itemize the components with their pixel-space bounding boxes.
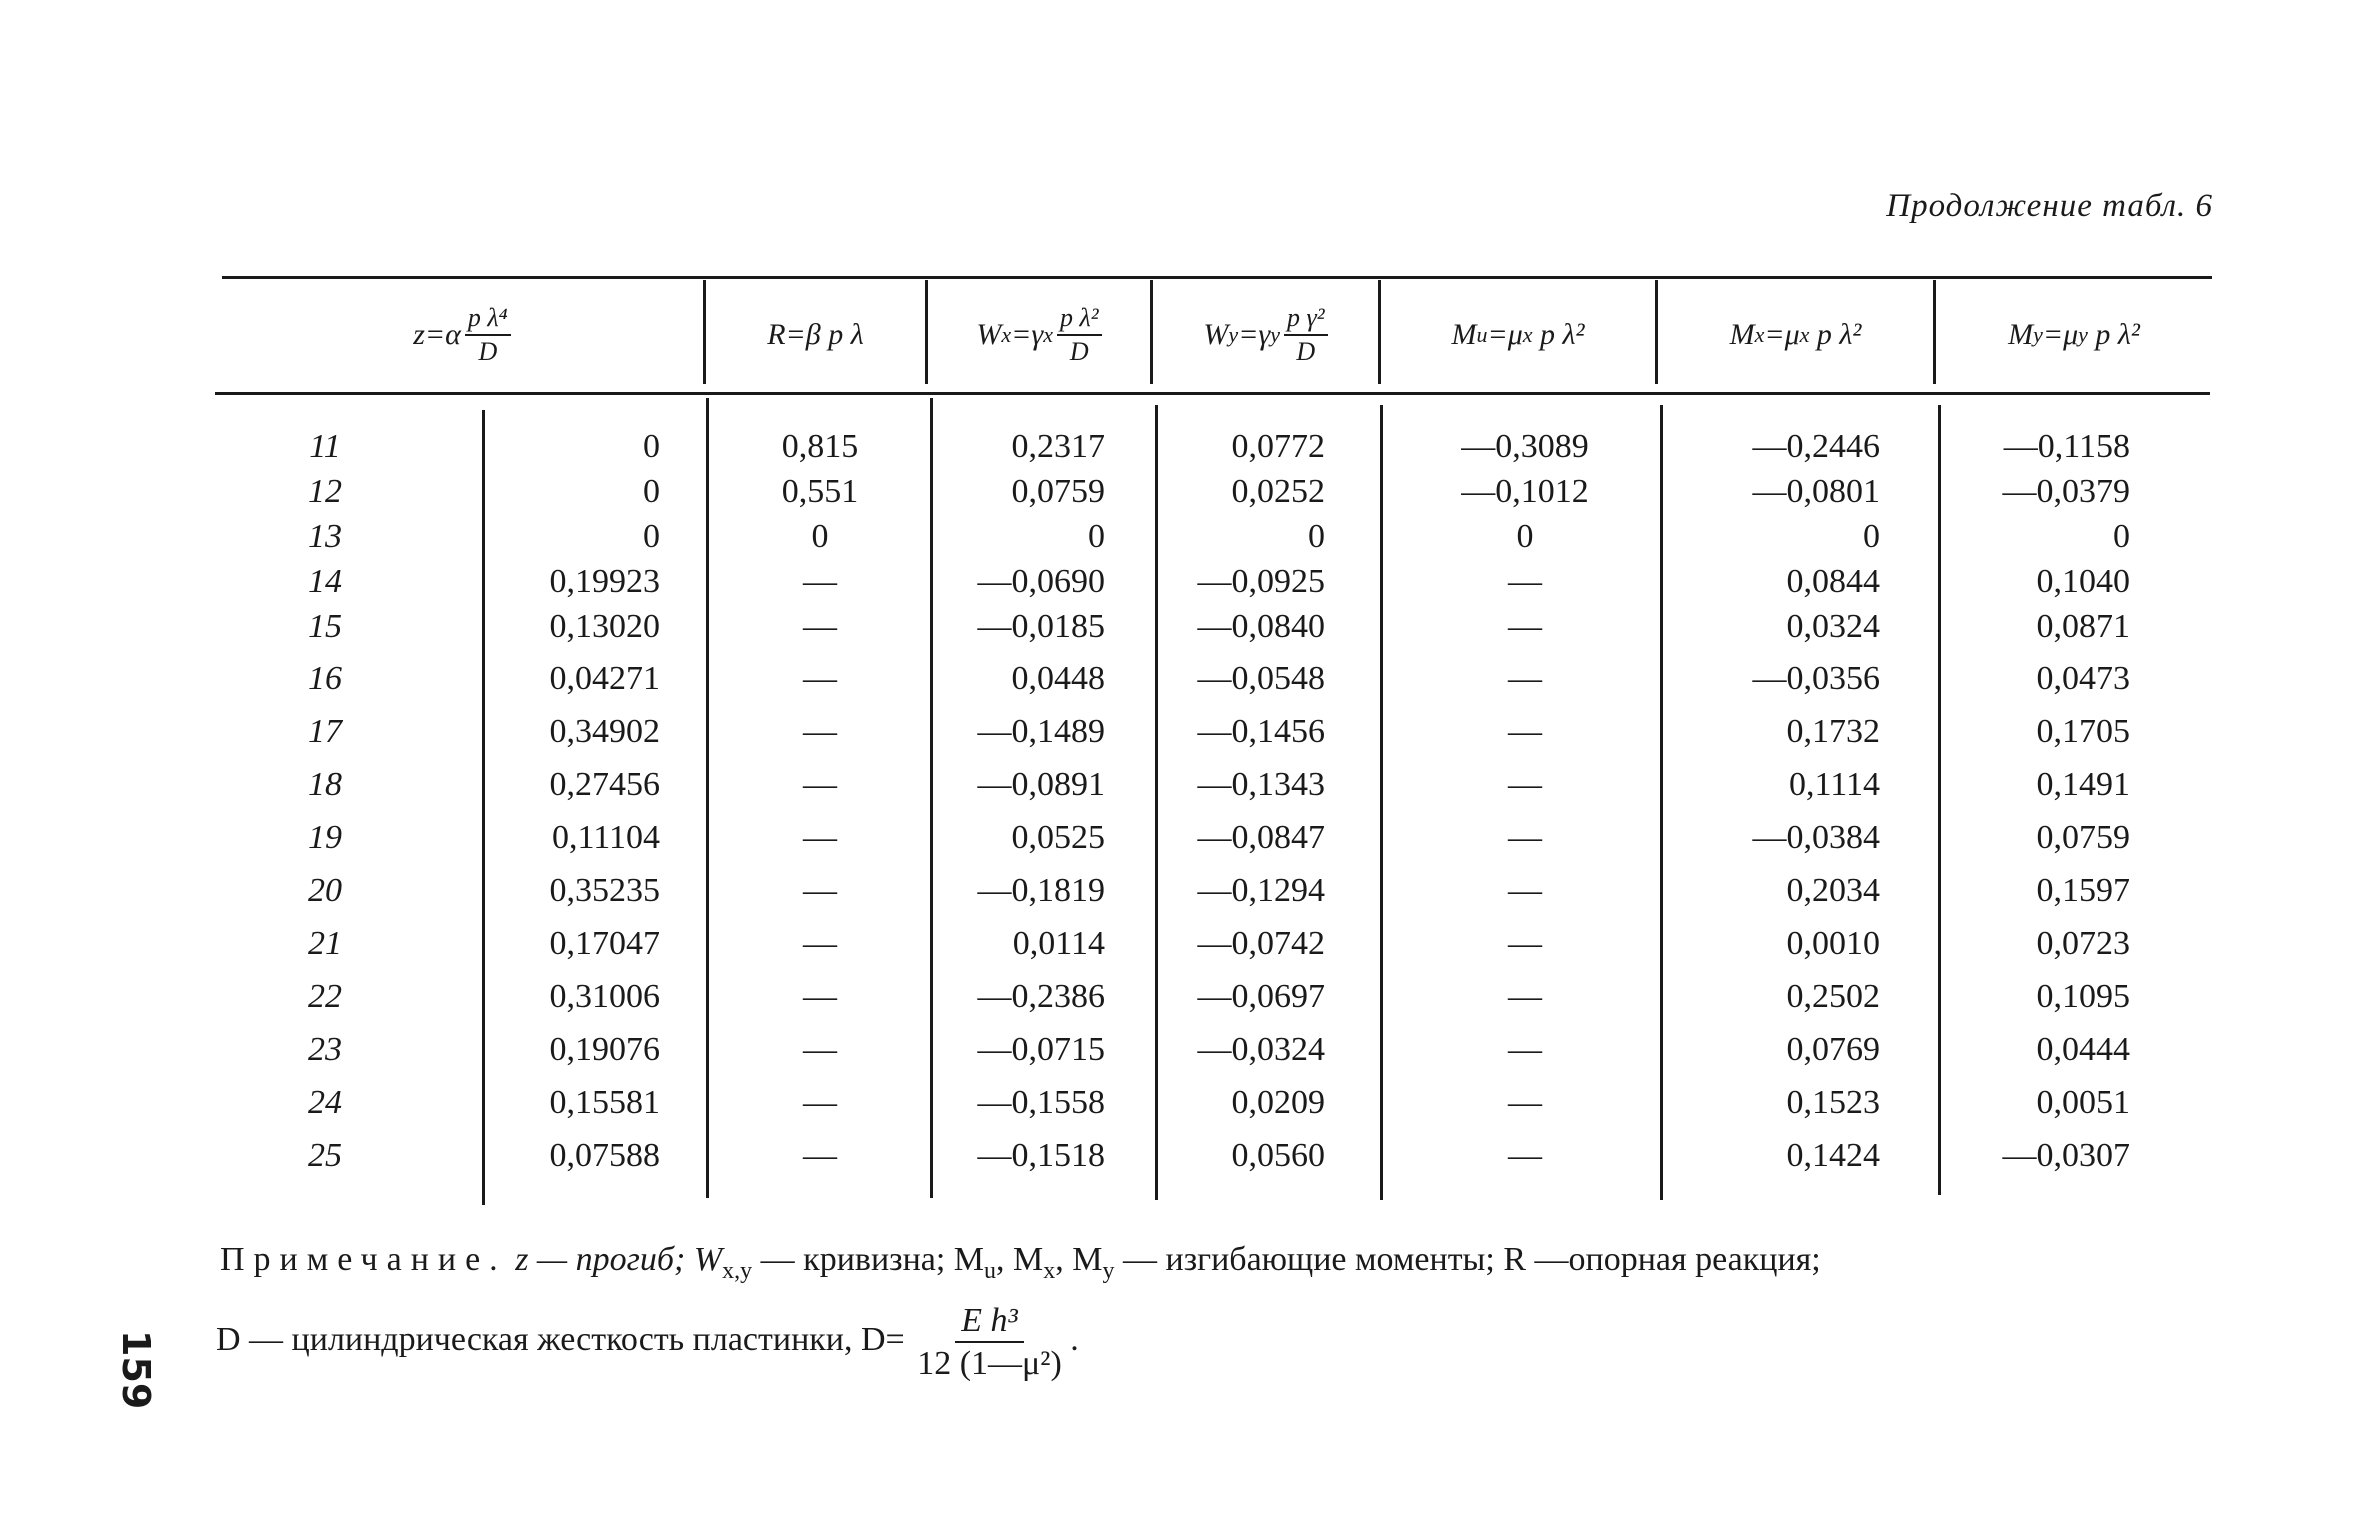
note-line-1: Примечание. z — прогиб; $W_{x,y}$ — кривизна; $M_u$, $M_x$, $M_y$ — изгибающие моменты; R —опорная реакция;: [220, 1241, 1821, 1284]
cell-wy: —0,0925: [1197, 563, 1325, 600]
cell-n: 21: [308, 925, 342, 962]
cell-my: —0,0307: [2002, 1137, 2130, 1174]
cell-mu: —: [1508, 1084, 1542, 1121]
cell-mu: —: [1508, 925, 1542, 962]
cell-wy: 0: [1308, 518, 1325, 555]
cell-mu: —0,3089: [1461, 428, 1589, 465]
cell-z: 0,15581: [549, 1084, 660, 1121]
cell-wx: —0,0891: [977, 766, 1105, 803]
cell-r: 0,551: [781, 473, 859, 510]
header-mu: M u =μ x p λ²: [1451, 318, 1585, 351]
note-line-2: D — цилиндрическая жесткость пластинки, D= $\frac{\text{E h³}}{\text{12 (1—μ²)}}$ .: [216, 1301, 1079, 1383]
cell-mx: 0,0010: [1786, 925, 1880, 962]
cell-mu: 0: [1516, 518, 1534, 555]
cell-n: 13: [308, 518, 342, 555]
body-divider: [1660, 405, 1663, 1200]
cell-n: 12: [308, 473, 342, 510]
cell-mu: —: [1508, 713, 1542, 750]
cell-wy: —0,0840: [1197, 608, 1325, 645]
cell-n: 14: [308, 563, 342, 600]
cell-r: —: [803, 608, 837, 645]
cell-my: 0,0051: [2036, 1084, 2130, 1121]
stiffness-formula: $\frac{\text{E h³}}{\text{12 (1—μ²)}}$: [917, 1301, 1062, 1383]
cell-n: 16: [308, 660, 342, 697]
cell-my: —0,1158: [2003, 428, 2130, 465]
table-caption: Продолжение табл. 6: [1886, 188, 2213, 224]
cell-mx: 0,0844: [1786, 563, 1880, 600]
cell-mu: —: [1508, 978, 1542, 1015]
cell-wy: 0,0252: [1231, 473, 1325, 510]
cell-mx: 0,1523: [1786, 1084, 1880, 1121]
cell-wx: —0,1819: [977, 872, 1105, 909]
header-my: M y =μ y p λ²: [2008, 318, 2140, 351]
cell-wy: —0,0548: [1197, 660, 1325, 697]
cell-mx: 0,2502: [1786, 978, 1880, 1015]
header-rule: [215, 392, 2210, 395]
cell-mu: —: [1508, 872, 1542, 909]
cell-wx: 0,0525: [1011, 819, 1105, 856]
cell-mx: 0,0769: [1786, 1031, 1880, 1068]
cell-z: 0,17047: [549, 925, 660, 962]
cell-wy: 0,0772: [1231, 428, 1325, 465]
cell-wx: —0,1489: [977, 713, 1105, 750]
cell-mx: 0,1732: [1786, 713, 1880, 750]
cell-mu: —: [1508, 1031, 1542, 1068]
cell-z: 0,27456: [549, 766, 660, 803]
cell-my: 0,0871: [2036, 608, 2130, 645]
cell-wx: —0,0690: [977, 563, 1105, 600]
cell-wx: —0,1558: [977, 1084, 1105, 1121]
cell-n: 19: [308, 819, 342, 856]
cell-z: 0,19076: [549, 1031, 660, 1068]
cell-r: 0: [811, 518, 829, 555]
cell-my: 0,1040: [2036, 563, 2130, 600]
cell-r: 0,815: [781, 428, 859, 465]
header-wx: W x =γ x $\frac{\text{p λ²}}{D}$: [928, 285, 1150, 385]
cell-n: 11: [309, 428, 341, 465]
page-number: 159: [114, 1330, 158, 1410]
cell-wy: —0,1343: [1197, 766, 1325, 803]
cell-mu: —: [1508, 660, 1542, 697]
cell-my: 0,0473: [2036, 660, 2130, 697]
cell-my: 0,0444: [2036, 1031, 2130, 1068]
cell-z: 0,07588: [549, 1137, 660, 1174]
cell-wy: —0,0847: [1197, 819, 1325, 856]
cell-r: —: [803, 713, 837, 750]
cell-wy: —0,1294: [1197, 872, 1325, 909]
cell-r: —: [803, 660, 837, 697]
cell-wx: —0,2386: [977, 978, 1105, 1015]
body-divider: [1380, 405, 1383, 1200]
cell-r: —: [803, 978, 837, 1015]
cell-wx: 0,0759: [1011, 473, 1105, 510]
cell-wx: —0,1518: [977, 1137, 1105, 1174]
cell-z: 0: [643, 428, 660, 465]
cell-r: —: [803, 1137, 837, 1174]
header-r: R=β p λ: [767, 318, 864, 351]
cell-mx: 0,0324: [1786, 608, 1880, 645]
cell-wy: —0,0324: [1197, 1031, 1325, 1068]
cell-my: 0,0759: [2036, 819, 2130, 856]
cell-wy: 0,0560: [1231, 1137, 1325, 1174]
cell-my: 0,0723: [2036, 925, 2130, 962]
cell-mu: —: [1508, 1137, 1542, 1174]
cell-r: —: [803, 1031, 837, 1068]
cell-mx: —0,2446: [1752, 428, 1880, 465]
cell-mu: —: [1508, 819, 1542, 856]
header-mx: M x =μ x p λ²: [1729, 318, 1862, 351]
cell-my: 0: [2113, 518, 2130, 555]
cell-my: 0,1597: [2036, 872, 2130, 909]
cell-z: 0: [643, 518, 660, 555]
cell-z: 0: [643, 473, 660, 510]
cell-mu: —: [1508, 563, 1542, 600]
cell-wx: 0: [1088, 518, 1105, 555]
cell-z: 0,31006: [549, 978, 660, 1015]
cell-mx: 0,2034: [1786, 872, 1880, 909]
cell-r: —: [803, 1084, 837, 1121]
cell-wy: —0,1456: [1197, 713, 1325, 750]
cell-mu: —: [1508, 766, 1542, 803]
body-divider: [482, 410, 485, 1205]
cell-my: —0,0379: [2002, 473, 2130, 510]
cell-wx: 0,0448: [1011, 660, 1105, 697]
cell-z: 0,04271: [549, 660, 660, 697]
cell-wx: —0,0715: [977, 1031, 1105, 1068]
header-wy: W y =γ y $\frac{\text{p γ²}}{D}$: [1153, 285, 1378, 385]
cell-mu: —: [1508, 608, 1542, 645]
cell-n: 25: [308, 1137, 342, 1174]
cell-mx: —0,0801: [1752, 473, 1880, 510]
cell-my: 0,1705: [2036, 713, 2130, 750]
cell-z: 0,19923: [549, 563, 660, 600]
cell-mx: —0,0356: [1752, 660, 1880, 697]
cell-wy: —0,0742: [1197, 925, 1325, 962]
cell-n: 18: [308, 766, 342, 803]
cell-r: —: [803, 872, 837, 909]
cell-z: 0,11104: [552, 819, 660, 856]
cell-z: 0,13020: [549, 608, 660, 645]
table-note: [216, 1235, 2220, 1383]
cell-wx: 0,2317: [1011, 428, 1105, 465]
body-divider: [706, 398, 709, 1198]
cell-r: —: [803, 819, 837, 856]
cell-wx: 0,0114: [1012, 925, 1105, 962]
cell-mx: —0,0384: [1752, 819, 1880, 856]
cell-n: 20: [308, 872, 342, 909]
cell-n: 17: [308, 713, 342, 750]
cell-z: 0,34902: [549, 713, 660, 750]
cell-r: —: [803, 925, 837, 962]
cell-mx: 0,1114: [1789, 766, 1880, 803]
cell-wy: —0,0697: [1197, 978, 1325, 1015]
cell-z: 0,35235: [549, 872, 660, 909]
cell-n: 15: [308, 608, 342, 645]
cell-mu: —0,1012: [1461, 473, 1589, 510]
cell-r: —: [803, 766, 837, 803]
cell-mx: 0: [1863, 518, 1880, 555]
top-rule: [222, 276, 2212, 279]
cell-my: 0,1095: [2036, 978, 2130, 1015]
cell-n: 24: [308, 1084, 342, 1121]
cell-r: —: [803, 563, 837, 600]
cell-n: 22: [308, 978, 342, 1015]
cell-n: 23: [308, 1031, 342, 1068]
cell-wy: 0,0209: [1231, 1084, 1325, 1121]
cell-mx: 0,1424: [1786, 1137, 1880, 1174]
cell-my: 0,1491: [2036, 766, 2130, 803]
cell-wx: —0,0185: [977, 608, 1105, 645]
header-z: z=α $\frac{\text{p λ⁴}}{D}$: [222, 285, 702, 385]
